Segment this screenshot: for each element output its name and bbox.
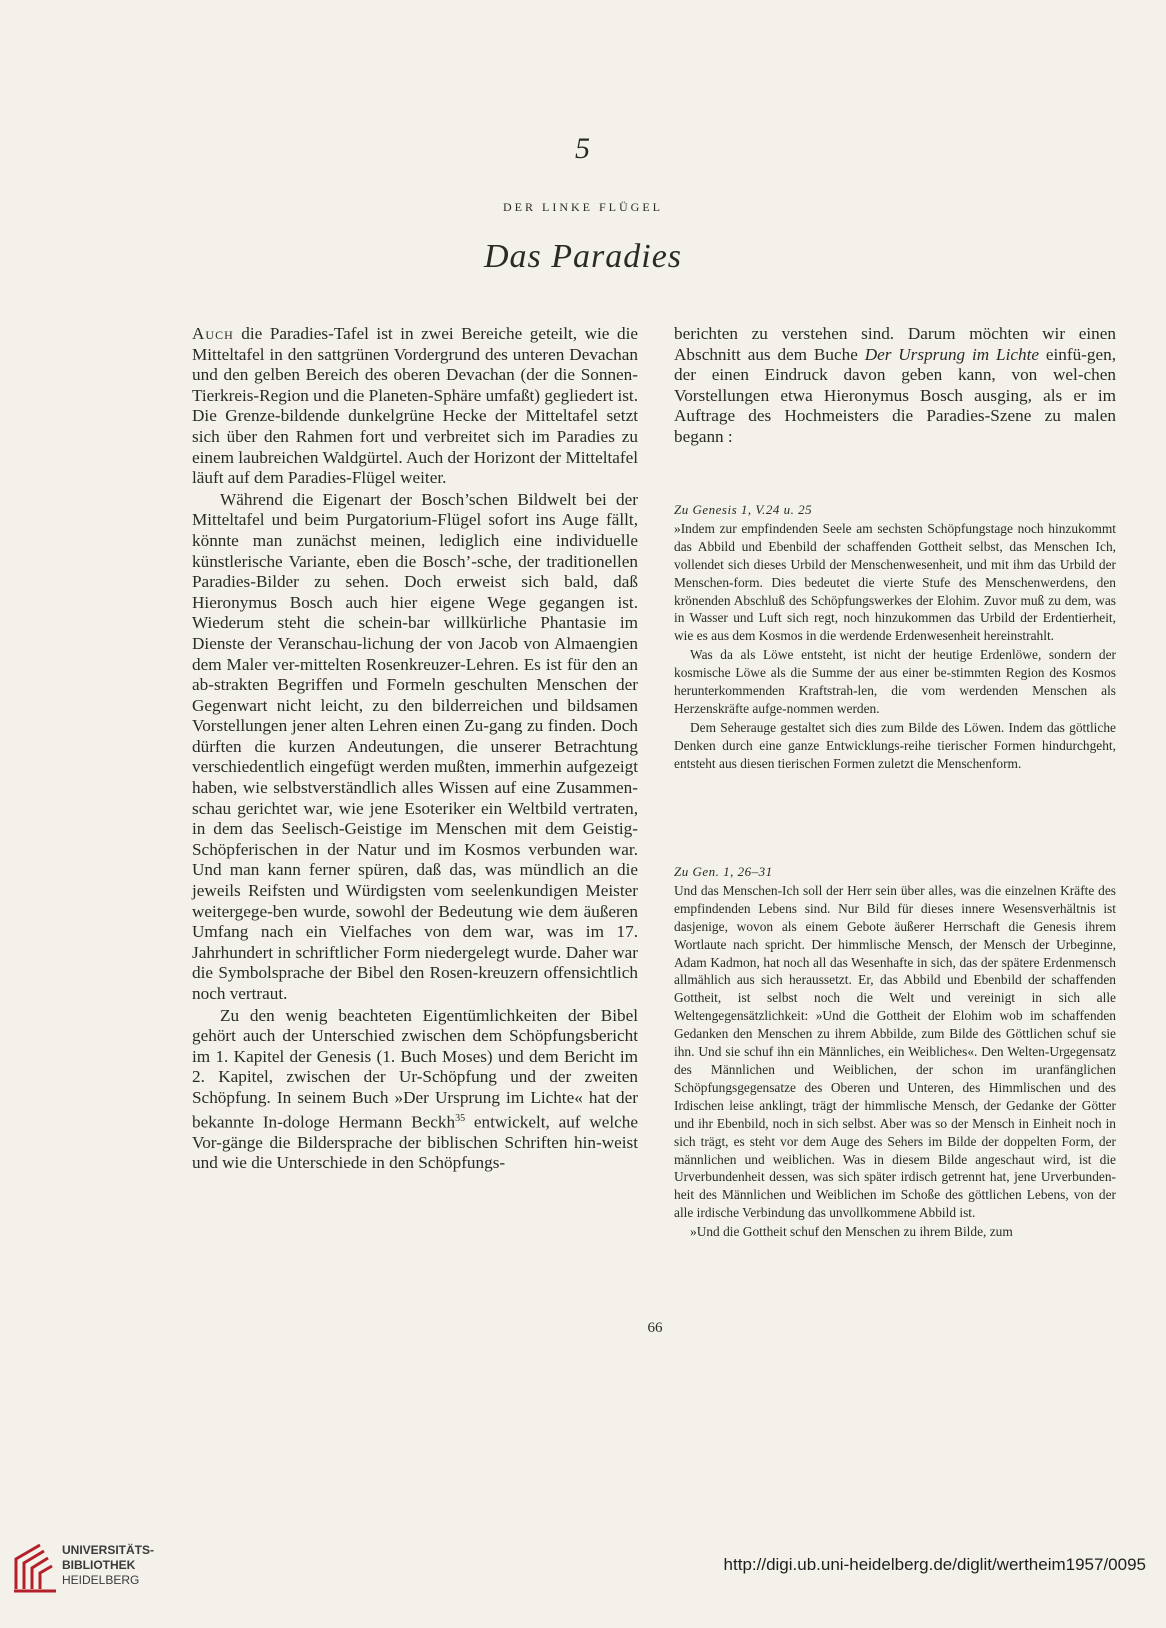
intro-text-b: einfü-gen, der einen Eindruck davon geben kann, von wel-chen Vorstellungen etwa Hieronymus Bosch ausging, als er im Auftrage des Hochmeisters die Paradies-Szene zu malen begann : bbox=[674, 344, 1117, 446]
page-title: Das Paradies bbox=[483, 238, 683, 275]
quote-reference: Zu Gen. 1, 26–31 bbox=[674, 864, 773, 879]
section-label: DER LINKE FLÜGEL bbox=[503, 200, 663, 214]
book-title: Der Ursprung im Lichte bbox=[864, 344, 1039, 364]
quote-genesis-26-31 bbox=[674, 863, 1116, 1242]
quote-paragraph: »Indem zur empfindenden Seele am sechsten Schöpfungstage noch hinzukommt das Abbild und Ebenbild der schaffenden Gottheit selbst, das Menschen Ich, vollendet sich dieses Urbild der Menschenwesenheit, und mit ihm das Urbild der Menschen-form. Dies bedeutet die vierte Stufe des Menschenwerdens, den krönenden Abschluß des Schöpfungswerkes der Elohim. Zuvor muß zu dem, was in Wasser und Luft sich regt, noch hinzukommen das Urbild der Erdentierheit, wie es aus dem Kosmos in die werdende Erdenwesenheit hereinstrahlt. bbox=[674, 520, 1116, 644]
source-url[interactable]: http://digi.ub.uni-heidelberg.de/diglit/wertheim1957/0095 bbox=[723, 1555, 1146, 1574]
library-line-1: UNIVERSITÄTS- bbox=[62, 1543, 155, 1557]
paragraph-1 bbox=[192, 324, 638, 489]
quote-genesis-24-25 bbox=[674, 501, 1116, 774]
paragraph-2: Während die Eigenart der Bosch’schen Bildwelt bei der Mitteltafel und beim Purgatorium-Flügel sofort ins Auge fällt, könnte man zunächst meinen, lediglich eine individuelle künstlerische Variante, eben die Bosch’-sche, der traditionellen Paradies-Bilder zu sehen. Doch erweist sich bald, daß Hieronymus Bosch auch hier eigene Wege gegangen ist. Wiederum steht die schein-bar willkürliche Phantasie im Dienste der Veranschau-lichung der von Jacob von Almaengien dem Maler ver-mittelten Rosenkreuzer-Lehren. Es ist für den an ab-strakten Begriffen und Formeln geschulten Menschen der Gegenwart nicht leicht, zu den bilderreichen und bildsamen Vorstellungen jener alten Lehren einen Zu-gang zu finden. Doch dürften die kurzen Andeutungen, die unserer Betrachtung verschiedentlich eingefügt werden mußten, immerhin aufgezeigt haben, wie selbstverständlich alles Wissen auf eine Zusammen-schau gerichtet war, wie jene Esoteriker ein Weltbild vertraten, in dem das Seelisch-Geistige im Menschen mit dem Geistig-Schöpferischen in der Natur und im Kosmos verbunden war. Und man kann ferner spüren, daß das, was mündlich an die jeweils Reifsten und Würdigsten vom seelenkundigen Meister weitergege-ben wurde, sowohl der Bedeutung wie dem äußeren Umfang nach ein Vielfaches von dem war, was im 17. Jahrhundert in schriftlicher Form niedergelegt wurde. Daher war die Symbolsprache der Bibel den Rosen-kreuzern offensichtlich noch vertraut. bbox=[192, 489, 638, 1003]
paragraph-1-text: die Paradies-Tafel ist in zwei Bereiche geteilt, wie die Mitteltafel in den sattgrünen Vordergrund des unteren Devachan und den gelben Bereich des oberen Devachan (der die Sonnen-Tierkreis-Region und die Planeten-Sphäre umfaßt) gegliedert ist. Die Grenze-bildende dunkelgrüne Hecke der Mitteltafel setzt sich über den Rahmen fort und verbreitet sich im Paradies zu einem laubreichen Waldgürtel. Auch der Horizont der Mitteltafel läuft auf dem Paradies-Flügel weiter. bbox=[192, 324, 638, 488]
paragraph-3 bbox=[192, 1006, 638, 1174]
right-column-intro bbox=[674, 324, 1116, 448]
quote-reference: Zu Genesis 1, V.24 u. 25 bbox=[674, 502, 813, 517]
quote-paragraph: »Und die Gottheit schuf den Menschen zu ihrem Bilde, zum bbox=[690, 1224, 1013, 1240]
quote-paragraph: Und das Menschen-Ich soll der Herr sein über alles, was die einzelnen Kräfte des empfindenden Lebens sind. Nur Bild für dieses innere Wesensverhältnis ist dasjenige, wovon als einem Gebote äußerer Herrschaft die Genesis ihrem Wortlaute nach spricht. Der himmlische Mensch, der Mensch der Urbeginne, Adam Kadmon, hat noch all das Wesenhafte in sich, das der spätere Erdenmensch allmählich aus sich heraussetzt. Er, das Abbild und Ebenbild der schaffenden Gottheit, ist selbst noch die Welt und vereinigt in sich alle Weltengegensätzlichkeit: »Und die Gottheit der Elohim wob im schaffenden Gedanken den Menschen zu ihrem Abbilde, zum Bilde des Göttlichen schuf sie ihn. Und sie schuf ihn ein Männliches, ein Weibliches«. Den Welten-Urgegensatz des Männlichen und Weiblichen, der schon im uranfänglichen Schöpfungsgegensatze des Oberen und Unteren, des Himmlischen und des Irdischen leise anklingt, trägt der himmlische Mensch, der Gedanke der Götter und ihr Ebenbild, noch in sich selbst. Aber was so der Mensch in Einheit noch in sich trägt, es steht vor dem Auge des Sehers im Bilde der doppelten Form, der männlichen und weiblichen. Was in diesem Bilde angeschaut wird, ist die Urverbundenheit dessen, was sich später irdisch getrennt hat, jene Urverbunden-heit des Männlichen und Weiblichen im Schoße des göttlichen Lebens, von der alle irdische Verbindung das unvollkommene Abbild ist. bbox=[674, 882, 1116, 1221]
page-number: 66 bbox=[647, 1320, 663, 1336]
paragraph-3-text-b: entwickelt, auf welche Vor-gänge die Bildersprache der biblischen Schriften hin-weist und wie die Unterschiede in den Schöpfungs- bbox=[192, 1112, 638, 1173]
footnote-marker: 35 bbox=[455, 1112, 466, 1124]
chapter-number: 5 bbox=[575, 132, 591, 165]
library-line-3: HEIDELBERG bbox=[62, 1573, 140, 1587]
library-name bbox=[62, 1543, 222, 1588]
intro-text-a: berichten zu verstehen sind. Darum möchten wir einen Abschnitt aus dem Buche bbox=[674, 324, 1116, 364]
paragraph-3-text-a: Zu den wenig beachteten Eigentümlichkeiten der Bibel gehört auch der Unterschied zwischen dem Schöpfungsbericht im 1. Kapitel der Genesis (1. Buch Moses) und dem Bericht im 2. Kapitel, zwischen der Ur-Schöpfung und der zweiten Schöpfung. In seinem Buch »Der Ursprung im Lichte« hat der bekannte In-dologe Hermann Beckh bbox=[192, 1005, 638, 1132]
paragraph-lead-word: Auch bbox=[192, 324, 234, 343]
quote-paragraph: Was da als Löwe entsteht, ist nicht der heutige Erdenlöwe, sondern der kosmische Löwe als die Summe der aus einer be-stimmten Region des Kosmos herunterkommenden Kraftstrah-len, die vom werdenden Menschen als Herzenskräfte aufge-nommen werden. bbox=[674, 647, 1116, 716]
left-column bbox=[192, 324, 638, 1175]
quote-paragraph: Dem Seherauge gestaltet sich dies zum Bilde des Löwen. Indem das göttliche Denken durch eine ganze Entwicklungs-reihe tierischer Formen hindurchgeht, entsteht aus diesen tierischen Formen zuletzt die Menschenform. bbox=[674, 719, 1116, 771]
library-line-2: BIBLIOTHEK bbox=[62, 1558, 136, 1572]
intro-paragraph bbox=[674, 324, 1116, 448]
